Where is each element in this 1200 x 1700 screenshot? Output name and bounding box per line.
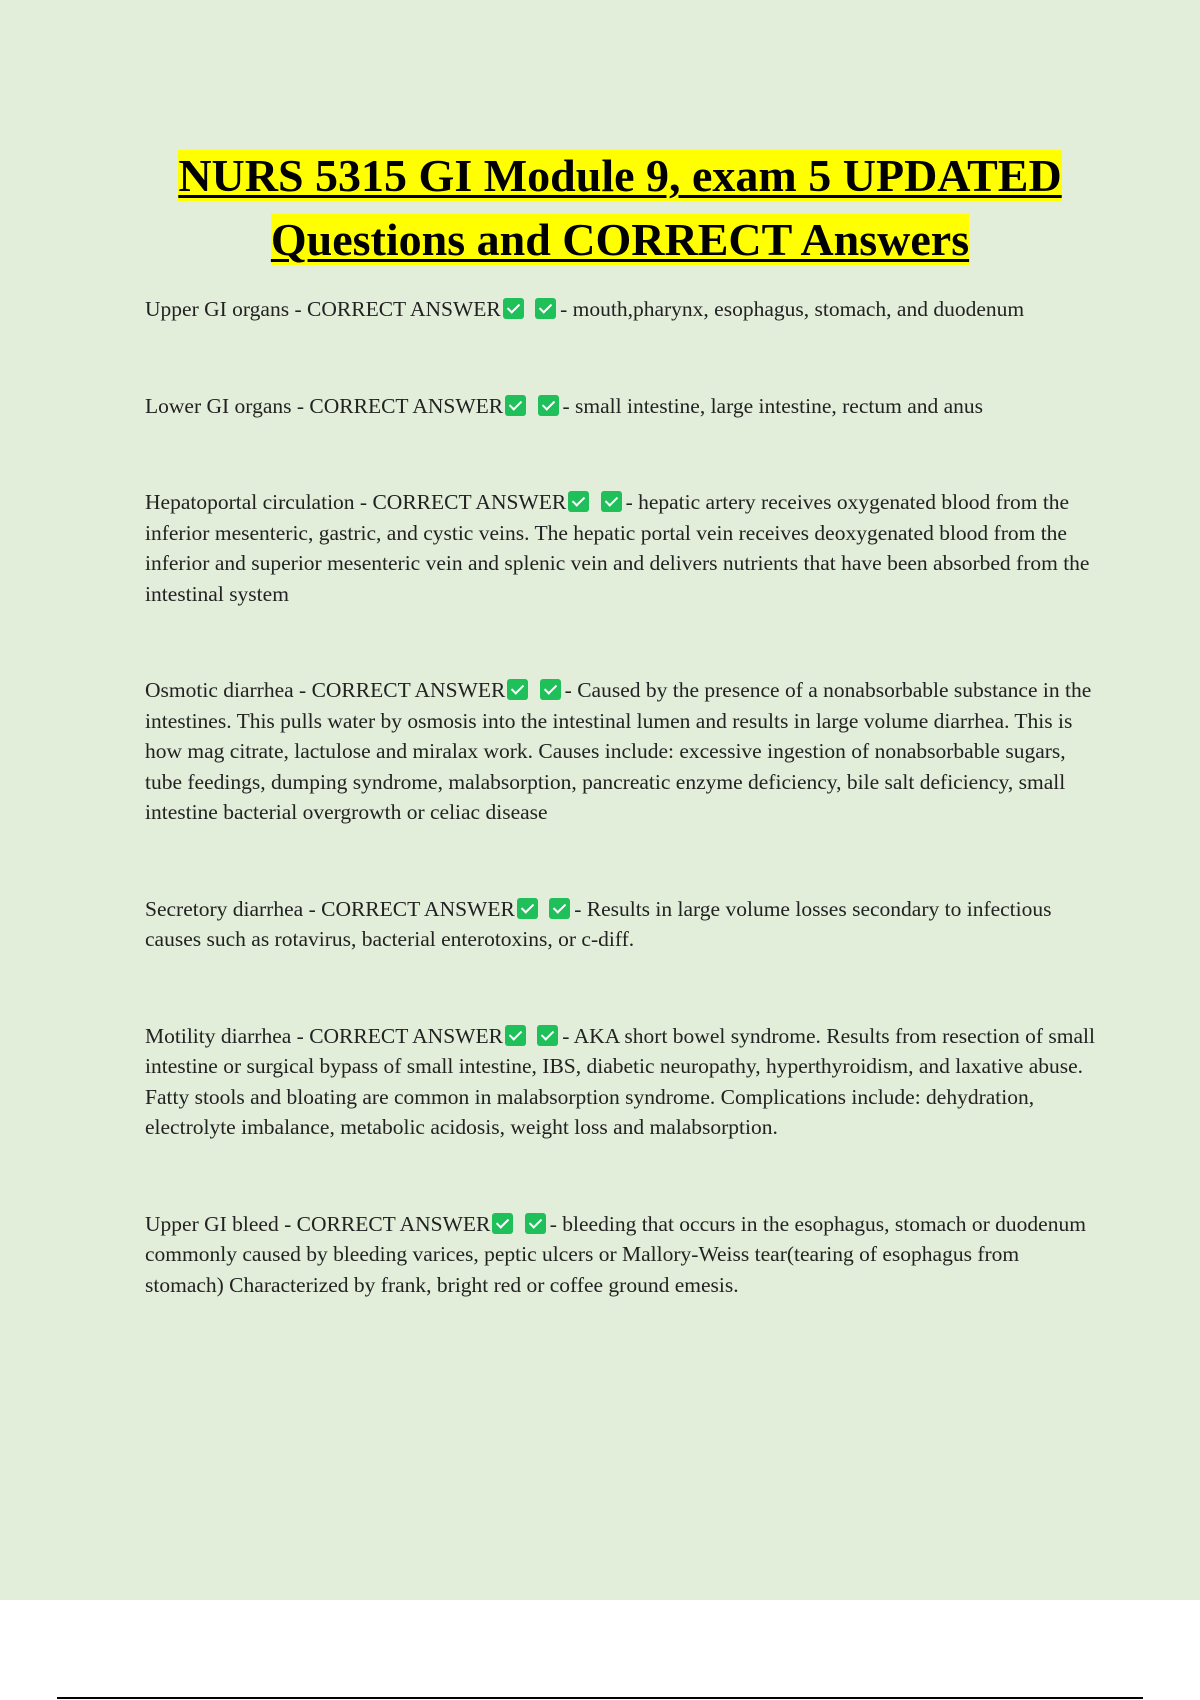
qa-term: Upper GI bleed xyxy=(145,1211,279,1236)
qa-entry-lower-gi-organs xyxy=(145,391,1095,422)
qa-term: Secretory diarrhea xyxy=(145,896,304,921)
check-icon xyxy=(505,1025,526,1046)
qa-label: - CORRECT ANSWER xyxy=(293,678,506,702)
qa-entry-hepatoportal-circulation xyxy=(145,487,1095,609)
qa-entry-secretory-diarrhea xyxy=(145,894,1095,955)
check-icon xyxy=(505,395,526,416)
qa-entry-osmotic-diarrhea xyxy=(145,675,1095,828)
check-icon xyxy=(540,679,561,700)
qa-label: - CORRECT ANSWER xyxy=(278,1211,491,1236)
qa-answer: - hepatic artery receives oxygenated blood from the inferior mesenteric, gastric, and cystic veins. The hepatic portal vein receives deoxygenated blood from the inferior and superior mesenteric vein and splenic vein and delivers nutrients that have been absorbed from the intestinal system xyxy=(145,490,1090,606)
qa-answer: - bleeding that occurs in the esophagus, stomach or duodenum commonly caused by bleeding varices, peptic ulcers or Mallory-Weiss tear(tearing of esophagus from stomach) Characterized by frank, bright red or coffee ground emesis. xyxy=(145,1211,1086,1297)
check-icon xyxy=(525,1213,546,1234)
title-line-2: Questions and CORRECT Answers xyxy=(270,214,970,265)
check-icon xyxy=(568,491,589,512)
check-icon xyxy=(537,1025,558,1046)
qa-answer: - mouth,pharynx, esophagus, stomach, and duodenum xyxy=(560,297,1025,321)
check-icon xyxy=(538,395,559,416)
qa-label: - CORRECT ANSWER xyxy=(291,1023,503,1048)
qa-label: - CORRECT ANSWER xyxy=(289,297,501,321)
qa-answer: - Caused by the presence of a nonabsorbable substance in the intestines. This pulls water by osmosis into the intestinal lumen and results in large volume diarrhea. This is how mag citrate, lactulose and miralax work. Causes include: excessive ingestion of nonabsorbable sugars, tube feedings, dumping syndrome, malabsorption, pancreatic enzyme deficiency, bile salt deficiency, small intestine bacterial overgrowth or celiac disease xyxy=(145,678,1092,824)
qa-answer: - Results in large volume losses secondary to infectious causes such as rotavirus, bacterial enterotoxins, or c-diff. xyxy=(145,896,1052,951)
check-icon xyxy=(601,491,622,512)
qa-label: - CORRECT ANSWER xyxy=(291,393,504,418)
qa-label: - CORRECT ANSWER xyxy=(354,490,567,514)
qa-entry-upper-gi-bleed xyxy=(145,1209,1095,1301)
check-icon xyxy=(535,298,556,319)
qa-term: Motility diarrhea xyxy=(145,1023,292,1048)
qa-entry-upper-gi-organs xyxy=(145,294,1095,325)
bottom-divider xyxy=(57,1697,1143,1699)
qa-label: - CORRECT ANSWER xyxy=(303,896,515,921)
check-icon xyxy=(517,898,538,919)
qa-answer: - small intestine, large intestine, rectum and anus xyxy=(562,393,984,418)
check-icon xyxy=(507,679,528,700)
qa-term: Osmotic diarrhea xyxy=(145,678,294,702)
qa-answer: - AKA short bowel syndrome. Results from resection of small intestine or surgical bypass of small intestine, IBS, diabetic neuropathy, hyperthyroidism, and laxative abuse. Fatty stools and bloating are common in malabsorption syndrome. Complications include: dehydration, electrolyte imbalance, metabolic acidosis, weight loss and malabsorption. xyxy=(145,1023,1095,1139)
qa-term: Lower GI organs xyxy=(145,393,292,418)
document-title xyxy=(145,144,1095,272)
qa-term: Hepatoportal circulation xyxy=(145,490,355,514)
document-content xyxy=(145,144,1095,1300)
check-icon xyxy=(549,898,570,919)
qa-term: Upper GI organs xyxy=(145,297,290,321)
title-line-1: NURS 5315 GI Module 9, exam 5 UPDATED xyxy=(178,150,1062,201)
check-icon xyxy=(492,1213,513,1234)
qa-entry-motility-diarrhea xyxy=(145,1021,1095,1143)
check-icon xyxy=(503,298,524,319)
